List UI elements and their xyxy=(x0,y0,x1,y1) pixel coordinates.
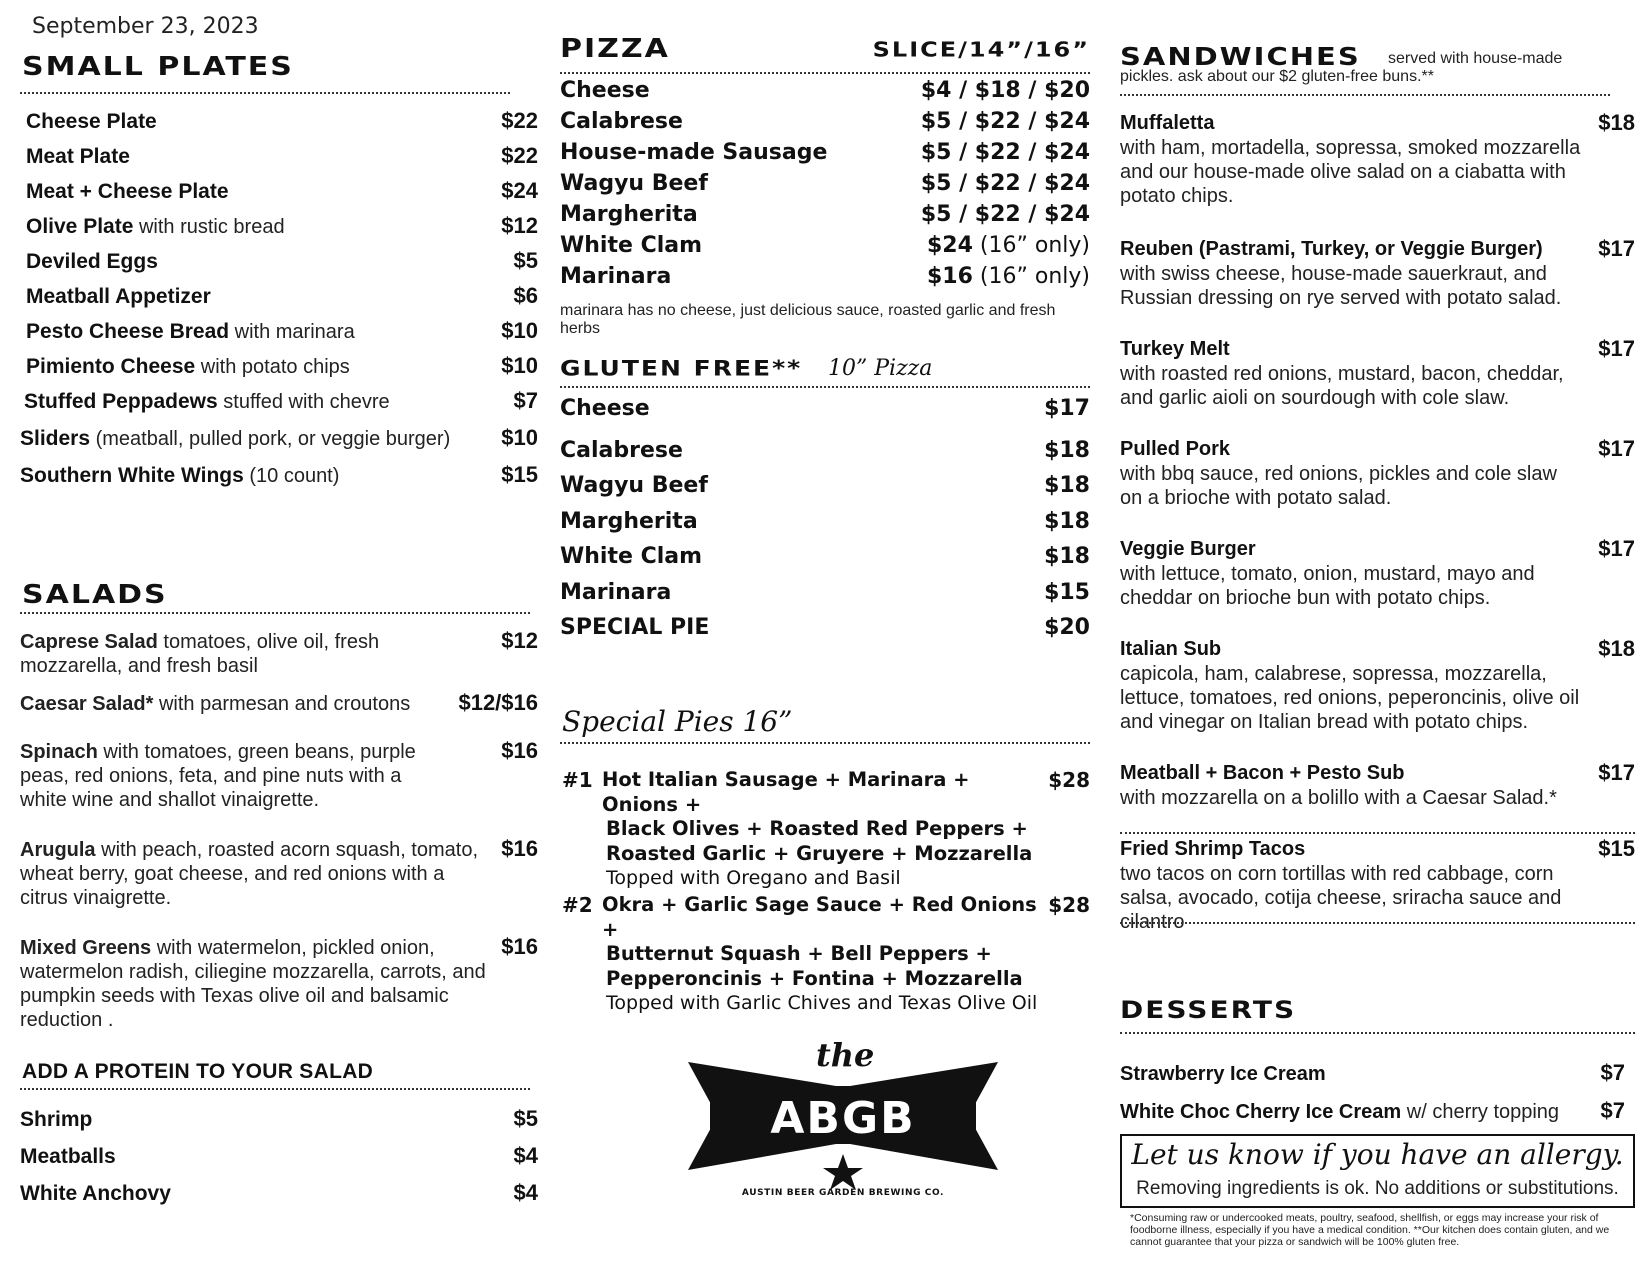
special-pie-line: Hot Italian Sausage + Marinara + Onions + xyxy=(602,768,970,816)
allergy-sub: Removing ingredients is ok. No additions or substitutions. xyxy=(1136,1178,1619,1199)
gluten-free-subtitle: 10” Pizza xyxy=(828,356,933,381)
item-desc: (meatball, pulled pork, or veggie burger) xyxy=(90,428,451,450)
item-name: Veggie Burger xyxy=(1120,538,1256,560)
item-price: $15 xyxy=(1598,836,1635,861)
item-price: $22 xyxy=(501,108,538,133)
special-pie-line: Pepperoncinis + Fontina + Mozzarella xyxy=(606,966,1023,990)
item-text xyxy=(20,464,339,488)
item-price-group xyxy=(921,78,1090,103)
item-desc: with peach, roasted acorn squash, tomato, wheat berry, goat cheese, and red onions with a citrus vinaigrette. xyxy=(20,839,479,909)
item-name: Italian Sub xyxy=(1120,638,1222,660)
item-name: Pulled Pork xyxy=(1120,438,1231,460)
item-price: $17 xyxy=(1598,760,1635,785)
item-name: Calabrese xyxy=(560,109,683,134)
pizza-item xyxy=(560,233,1090,258)
item-price: $24 xyxy=(926,233,973,258)
gluten-free-item xyxy=(560,615,1090,640)
item-name: Pimiento Cheese xyxy=(26,355,196,378)
small-plate-item xyxy=(26,143,538,169)
pizza-item xyxy=(560,109,1090,134)
item-name: Margherita xyxy=(560,202,698,227)
pizza-item xyxy=(560,78,1090,103)
divider xyxy=(560,72,1090,74)
special-pie-line: Okra + Garlic Sage Sauce + Red Onions + xyxy=(602,893,1037,941)
item-text xyxy=(20,936,500,1032)
item-name: Spinach xyxy=(20,741,98,763)
item-text xyxy=(1120,1101,1559,1124)
divider xyxy=(1120,832,1635,834)
item-name: Olive Plate xyxy=(26,215,134,238)
menu-date: September 23, 2023 xyxy=(32,14,259,39)
gluten-free-item xyxy=(560,438,1090,463)
item-price: $5 / $22 / $24 xyxy=(920,109,1090,134)
special-pies-title: Special Pies 16” xyxy=(562,705,793,738)
pizza-item xyxy=(560,264,1090,289)
item-name: Stuffed Peppadews xyxy=(24,390,218,413)
item-price: $18 xyxy=(1044,544,1090,569)
item-price: $6 xyxy=(513,283,538,308)
logo-tagline: AUSTIN BEER GARDEN BREWING CO. xyxy=(741,1188,945,1198)
special-pie-price: $28 xyxy=(1048,893,1090,917)
item-desc: w/ cherry topping xyxy=(1401,1101,1560,1123)
item-text xyxy=(26,180,229,204)
item-desc: with parmesan and croutons xyxy=(153,693,411,715)
salad-item xyxy=(20,936,538,1032)
special-pie-line: Topped with Garlic Chives and Texas Olive Oil xyxy=(606,992,1038,1014)
item-price: $18 xyxy=(1598,110,1635,135)
item-name: Marinara xyxy=(560,580,672,605)
item-name: Marinara xyxy=(560,264,672,289)
small-plate-item xyxy=(26,353,538,379)
item-name: House-made Sausage xyxy=(560,140,828,165)
gluten-free-item xyxy=(560,396,1090,421)
gluten-free-item xyxy=(560,580,1090,605)
item-price: $17 xyxy=(1598,536,1635,561)
item-name: Mixed Greens xyxy=(20,937,152,959)
item-price: $10 xyxy=(501,353,538,378)
item-price: $16 xyxy=(501,738,538,763)
sandwich-item xyxy=(1120,438,1635,510)
gluten-free-item xyxy=(560,509,1090,534)
item-text xyxy=(1120,1063,1326,1086)
item-price: $17 xyxy=(1598,236,1635,261)
divider xyxy=(20,612,530,614)
salad-item xyxy=(20,692,538,716)
protein-title: ADD A PROTEIN TO YOUR SALAD xyxy=(22,1060,374,1083)
item-price: $17 xyxy=(1598,436,1635,461)
fine-print: *Consuming raw or undercooked meats, poultry, seafood, shellfish, or eggs may increase your risk of foodborne illness, especially if you have a medical condition. **Our kitchen does contain gluten, and we cannot guarantee that your pizza or sandwich will be 100% gluten free. xyxy=(1130,1212,1610,1248)
item-price: $7 xyxy=(513,388,538,413)
item-name: Wagyu Beef xyxy=(560,171,708,196)
logo-name: ABGB xyxy=(770,1093,916,1144)
item-price: $5 / $22 / $24 xyxy=(920,140,1090,165)
small-plate-item xyxy=(26,108,538,134)
salad-item xyxy=(20,838,538,910)
item-price: $18 xyxy=(1044,438,1090,463)
item-price: $15 xyxy=(1044,580,1090,605)
item-desc: with bbq sauce, red onions, pickles and cole slaw on a brioche with potato salad. xyxy=(1120,463,1557,509)
item-note: (16” only) xyxy=(972,264,1090,289)
item-price: $20 xyxy=(1044,615,1090,640)
item-desc: with tomatoes, green beans, purple peas, red onions, feta, and pine nuts with a white wine and shallot vinaigrette. xyxy=(20,741,416,811)
item-desc: with rustic bread xyxy=(133,216,285,238)
item-price: $12 xyxy=(501,213,538,238)
sandwich-item xyxy=(1120,838,1635,934)
item-desc: with mozzarella on a bolillo with a Caesar Salad.* xyxy=(1120,787,1557,809)
gluten-free-title: GLUTEN FREE** xyxy=(560,356,803,381)
gluten-free-item xyxy=(560,473,1090,498)
pizza-item xyxy=(560,202,1090,227)
item-price: $12 xyxy=(501,628,538,653)
item-name: Southern White Wings xyxy=(20,464,244,487)
sandwich-item xyxy=(1120,338,1635,410)
item-text xyxy=(26,215,285,239)
item-text xyxy=(20,692,460,716)
item-price-group xyxy=(921,171,1090,196)
item-name: Caesar Salad* xyxy=(20,693,154,715)
item-desc: stuffed with chevre xyxy=(217,391,390,413)
special-pie-number: #1 xyxy=(562,768,593,792)
item-price: $5 xyxy=(513,248,538,273)
special-pie-description xyxy=(602,768,1042,891)
item-price-group xyxy=(927,233,1090,258)
item-name: SPECIAL PIE xyxy=(560,615,710,640)
item-name: Shrimp xyxy=(20,1108,93,1131)
item-price-group xyxy=(921,140,1090,165)
divider xyxy=(1120,922,1635,924)
item-desc: capicola, ham, calabrese, sopressa, mozzarella, lettuce, tomatoes, red onions, peperoncinis, olive oil and vinegar on Italian bread with potato chips. xyxy=(1120,663,1580,733)
item-price: $18 xyxy=(1044,509,1090,534)
item-desc: with swiss cheese, house-made sauerkraut, and Russian dressing on rye served with potato salad. xyxy=(1120,263,1562,309)
item-price: $15 xyxy=(501,462,538,487)
item-desc: with ham, mortadella, sopressa, smoked mozzarella and our house-made olive salad on a ciabatta with potato chips. xyxy=(1120,137,1581,207)
special-pie-price: $28 xyxy=(1048,768,1090,792)
sandwich-item xyxy=(1120,238,1635,310)
allergy-notice xyxy=(1120,1134,1635,1208)
item-desc: two tacos on corn tortillas with red cabbage, corn salsa, avocado, cotija cheese, sriracha sauce and cilantro xyxy=(1120,863,1562,933)
sandwiches-note-2: pickles. ask about our $2 gluten-free buns.** xyxy=(1120,68,1434,85)
item-price-group xyxy=(927,264,1090,289)
item-name: Calabrese xyxy=(560,438,683,463)
item-text xyxy=(20,838,480,910)
sandwich-item xyxy=(1120,638,1635,734)
pizza-item xyxy=(560,140,1090,165)
item-name: White Anchovy xyxy=(20,1182,171,1205)
abgb-logo xyxy=(688,1036,998,1196)
sandwich-item xyxy=(1120,762,1635,810)
sandwiches-note-1: served with house-made xyxy=(1388,50,1563,67)
item-text xyxy=(20,427,450,451)
item-name: White Choc Cherry Ice Cream xyxy=(1120,1101,1402,1123)
salad-item xyxy=(20,630,538,678)
gluten-free-item xyxy=(560,544,1090,569)
item-note: (16” only) xyxy=(972,233,1090,258)
item-name: Strawberry Ice Cream xyxy=(1120,1063,1326,1085)
item-price: $22 xyxy=(501,143,538,168)
item-name: White Clam xyxy=(560,544,703,569)
divider xyxy=(560,742,1090,744)
item-price: $7 xyxy=(1600,1098,1625,1123)
desserts-title: DESSERTS xyxy=(1120,996,1297,1025)
allergy-headline: Let us know if you have an allergy. xyxy=(1131,1138,1624,1171)
item-name: Wagyu Beef xyxy=(560,473,708,498)
small-plate-item xyxy=(26,213,538,239)
item-name: Caprese Salad xyxy=(20,631,158,653)
divider xyxy=(20,92,510,94)
item-price: $4 xyxy=(513,1180,538,1205)
item-desc: with roasted red onions, mustard, bacon, cheddar, and garlic aioli on sourdough with cole slaw. xyxy=(1120,363,1564,409)
special-pie-line: Topped with Oregano and Basil xyxy=(606,867,901,889)
divider xyxy=(1120,94,1610,96)
small-plate-item xyxy=(26,283,538,309)
item-name: Deviled Eggs xyxy=(26,250,158,273)
item-text xyxy=(26,110,157,134)
special-pie-line: Roasted Garlic + Gruyere + Mozzarella xyxy=(606,841,1033,865)
protein-item xyxy=(20,1180,538,1206)
sandwich-item xyxy=(1120,112,1635,208)
special-pie-line: Black Olives + Roasted Red Peppers + xyxy=(606,817,1028,840)
item-text xyxy=(24,390,390,414)
item-name: Meatball Appetizer xyxy=(26,285,211,308)
item-name: Meat Plate xyxy=(26,145,130,168)
item-name: Reuben (Pastrami, Turkey, or Veggie Burger) xyxy=(1120,238,1543,260)
item-desc: with lettuce, tomato, onion, mustard, mayo and cheddar on brioche bun with potato chips. xyxy=(1120,563,1535,609)
item-price: $18 xyxy=(1598,636,1635,661)
small-plate-item xyxy=(26,248,538,274)
pizza-sizes: SLICE/14”/16” xyxy=(872,38,1090,62)
item-price: $17 xyxy=(1598,336,1635,361)
item-name: Meat + Cheese Plate xyxy=(26,180,229,203)
special-pie-description xyxy=(602,893,1042,1016)
item-desc: with marinara xyxy=(229,321,355,343)
small-plate-item xyxy=(26,318,538,344)
item-price: $5 / $22 / $24 xyxy=(920,202,1090,227)
small-plate-item xyxy=(20,462,538,488)
item-price: $7 xyxy=(1600,1060,1625,1085)
item-price: $17 xyxy=(1044,396,1090,421)
item-name: Fried Shrimp Tacos xyxy=(1120,838,1306,860)
salad-item xyxy=(20,740,538,812)
item-name: Turkey Melt xyxy=(1120,338,1230,360)
dessert-item xyxy=(1120,1098,1625,1124)
item-name: Pesto Cheese Bread xyxy=(26,320,230,343)
item-price: $5 xyxy=(513,1106,538,1131)
item-price: $24 xyxy=(501,178,538,203)
item-name: Cheese xyxy=(560,396,650,421)
item-price: $4 xyxy=(513,1143,538,1168)
item-price: $10 xyxy=(501,425,538,450)
item-name: Cheese xyxy=(560,78,650,103)
item-name: Cheese Plate xyxy=(26,110,157,133)
item-name: Muffaletta xyxy=(1120,112,1215,134)
item-price: $12/$16 xyxy=(458,690,538,715)
pizza-item xyxy=(560,171,1090,196)
dessert-item xyxy=(1120,1060,1625,1086)
item-name: Meatball + Bacon + Pesto Sub xyxy=(1120,762,1405,784)
item-price: $16 xyxy=(926,264,973,289)
item-text xyxy=(20,740,440,812)
logo-the: the xyxy=(816,1036,875,1074)
item-name: White Clam xyxy=(560,233,703,258)
item-name: Sliders xyxy=(20,427,91,450)
small-plate-item xyxy=(20,425,538,451)
item-text xyxy=(26,145,130,169)
item-text xyxy=(20,630,460,678)
item-text xyxy=(26,250,158,274)
divider xyxy=(20,1088,530,1090)
item-text xyxy=(26,355,350,379)
salads-title: SALADS xyxy=(22,580,168,610)
item-desc: (10 count) xyxy=(243,465,340,487)
special-pie-number: #2 xyxy=(562,893,593,917)
sandwich-item xyxy=(1120,538,1635,610)
special-pie-line: Butternut Squash + Bell Peppers + xyxy=(606,942,992,965)
item-desc: tomatoes, olive oil, fresh mozzarella, and fresh basil xyxy=(20,631,380,677)
divider xyxy=(1120,1032,1635,1034)
item-desc: with potato chips xyxy=(195,356,350,378)
protein-item xyxy=(20,1106,538,1132)
protein-item xyxy=(20,1143,538,1169)
item-name: Meatballs xyxy=(20,1145,116,1168)
small-plates-title: SMALL PLATES xyxy=(22,52,294,82)
item-name: Margherita xyxy=(560,509,698,534)
item-price: $16 xyxy=(501,836,538,861)
pizza-title: PIZZA xyxy=(560,34,670,64)
small-plate-item xyxy=(26,178,538,204)
item-price: $16 xyxy=(501,934,538,959)
item-price-group xyxy=(921,202,1090,227)
divider xyxy=(560,386,1090,388)
item-text xyxy=(26,320,355,344)
item-price-group xyxy=(921,109,1090,134)
item-name: Arugula xyxy=(20,839,96,861)
sandwiches-title: SANDWICHES xyxy=(1120,42,1361,71)
item-text xyxy=(26,285,211,309)
small-plate-item xyxy=(24,388,538,414)
item-price: $18 xyxy=(1044,473,1090,498)
pizza-footnote: marinara has no cheese, just delicious sauce, roasted garlic and fresh herbs xyxy=(560,302,1056,337)
item-price: $4 / $18 / $20 xyxy=(920,78,1090,103)
item-price: $5 / $22 / $24 xyxy=(920,171,1090,196)
item-price: $10 xyxy=(501,318,538,343)
item-desc: with watermelon, pickled onion, watermelon radish, ciliegine mozzarella, carrots, and pumpkin seeds with Texas olive oil and balsamic reduction . xyxy=(20,937,486,1031)
